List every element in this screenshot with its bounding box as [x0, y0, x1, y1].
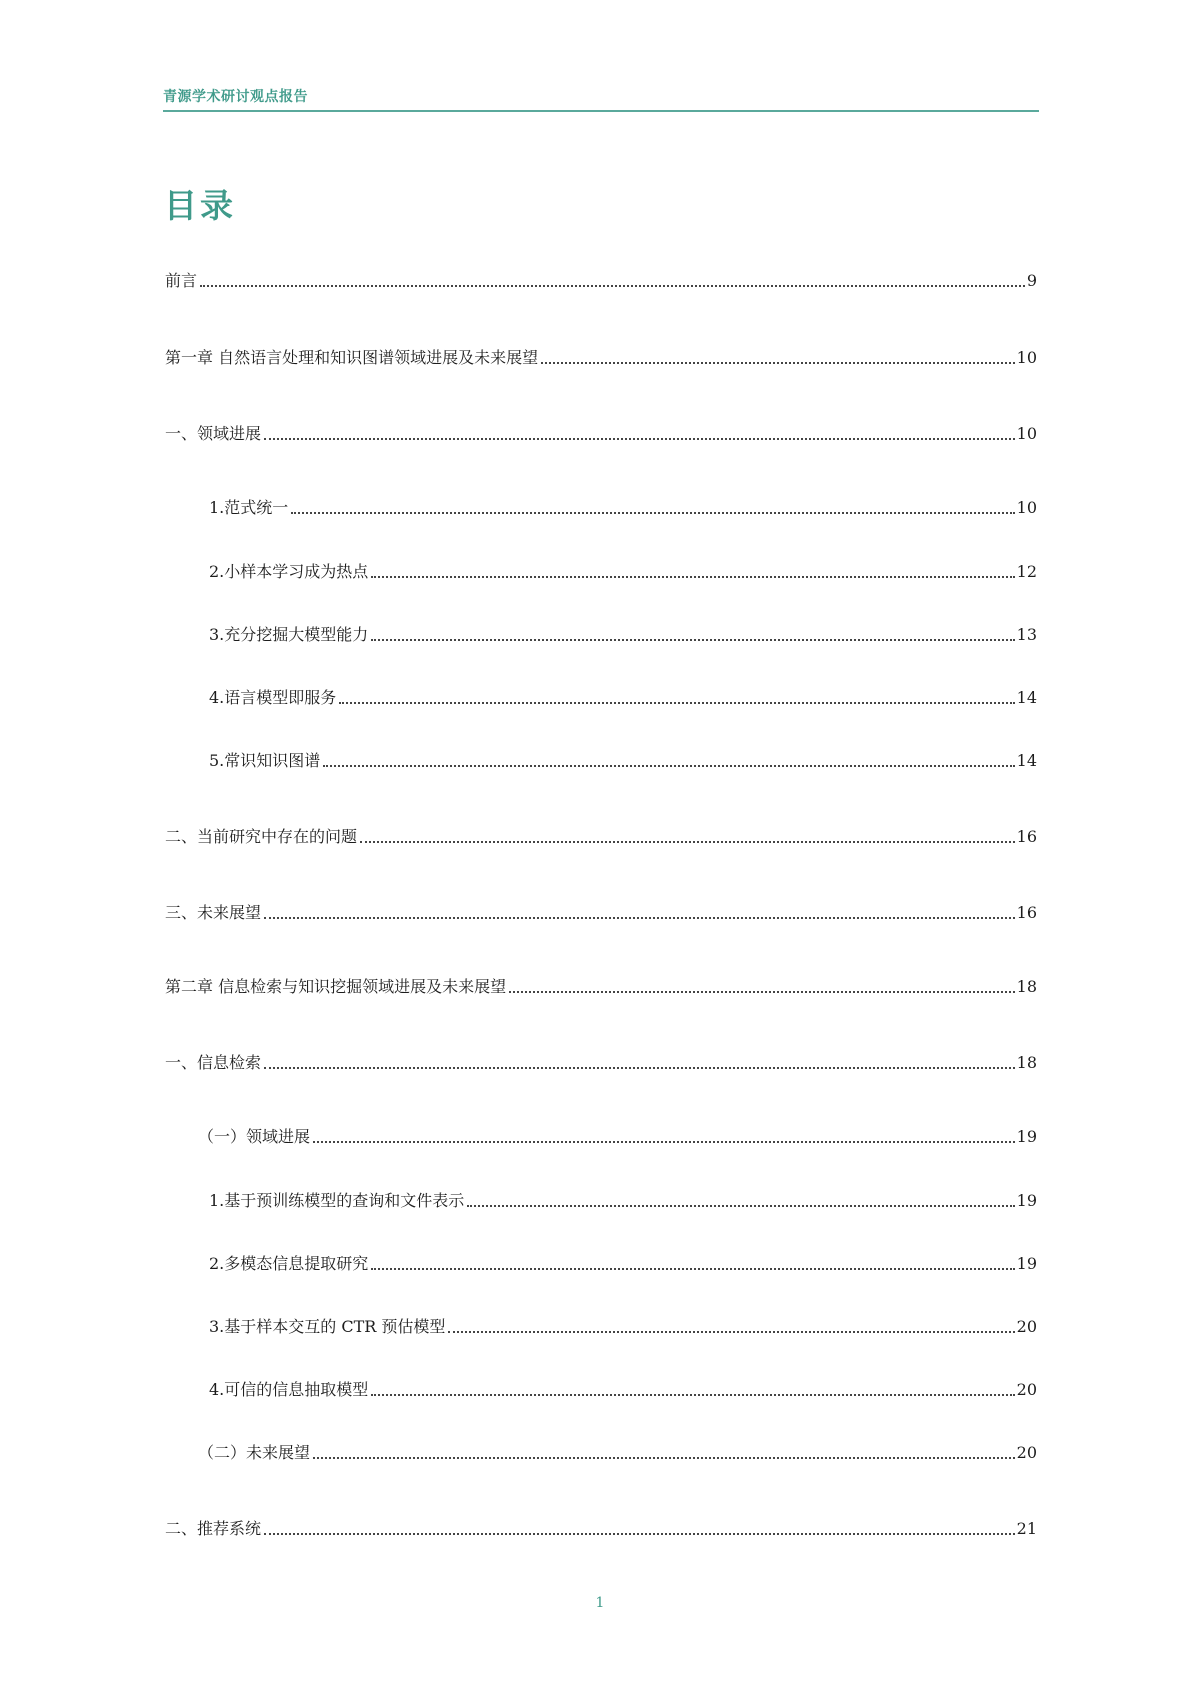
page-number: 1	[595, 1595, 605, 1611]
toc-entry-title: 5.常识知识图谱	[209, 751, 321, 770]
dot-leader	[339, 701, 1014, 704]
toc-entry-page: 14	[1016, 688, 1037, 707]
toc-entry-title: 3.基于样本交互的 CTR 预估模型	[209, 1317, 446, 1336]
toc-entry-title: 二、当前研究中存在的问题	[165, 827, 358, 846]
header-title: 青源学术研讨观点报告	[163, 89, 308, 105]
dot-leader	[200, 284, 1025, 287]
toc-entry-title: 二、推荐系统	[165, 1519, 262, 1538]
dot-leader	[323, 764, 1014, 767]
toc-entry-page: 19	[1016, 1127, 1037, 1146]
toc-entry-page: 16	[1016, 903, 1037, 922]
toc-entry-page: 18	[1016, 977, 1037, 996]
toc-entry-title: 一、领域进展	[165, 424, 262, 443]
dot-leader	[371, 575, 1014, 578]
toc-entry-title: 4.语言模型即服务	[209, 688, 337, 707]
toc-entry[interactable]	[165, 1440, 1037, 1464]
toc-entry[interactable]	[165, 495, 1037, 519]
dot-leader	[541, 361, 1015, 364]
toc-entry[interactable]	[165, 974, 1037, 998]
toc-entry-page: 20	[1016, 1380, 1037, 1399]
toc-entry-page: 21	[1016, 1519, 1037, 1538]
toc-entry-page: 20	[1016, 1317, 1037, 1336]
toc-entry[interactable]	[165, 748, 1037, 772]
toc-entry-page: 12	[1016, 562, 1037, 581]
dot-leader	[371, 638, 1014, 641]
toc-entry-page: 20	[1016, 1443, 1037, 1462]
dot-leader	[360, 840, 1015, 843]
toc-entry-title: 1.范式统一	[209, 498, 289, 517]
toc-entry-page: 10	[1016, 348, 1037, 367]
toc-entry-title: 2.小样本学习成为热点	[209, 562, 369, 581]
toc-entry-title: 1.基于预训练模型的查询和文件表示	[209, 1191, 465, 1210]
toc-entry[interactable]	[165, 685, 1037, 709]
toc-entry-page: 19	[1016, 1254, 1037, 1273]
toc-entry[interactable]	[165, 1314, 1037, 1338]
toc-entry[interactable]	[165, 900, 1037, 924]
toc-entry-title: 4.可信的信息抽取模型	[209, 1380, 369, 1399]
toc-entry-page: 16	[1016, 827, 1037, 846]
toc-entry-page: 19	[1016, 1191, 1037, 1210]
toc-entry-title: 第一章 自然语言处理和知识图谱领域进展及未来展望	[165, 348, 539, 367]
toc-entry[interactable]	[165, 1377, 1037, 1401]
toc-title: 目录	[164, 186, 236, 225]
dot-leader	[313, 1456, 1015, 1459]
toc-entry[interactable]	[165, 345, 1037, 369]
toc-entry[interactable]	[165, 268, 1037, 292]
dot-leader	[264, 1532, 1015, 1535]
dot-leader	[509, 990, 1015, 993]
dot-leader	[371, 1393, 1014, 1396]
table-of-contents	[165, 0, 1037, 1698]
toc-entry[interactable]	[165, 622, 1037, 646]
dot-leader	[448, 1330, 1014, 1333]
toc-entry-title: （二）未来展望	[198, 1443, 311, 1462]
toc-entry[interactable]	[165, 1188, 1037, 1212]
toc-entry-page: 10	[1016, 498, 1037, 517]
toc-entry[interactable]	[165, 824, 1037, 848]
toc-entry-page: 13	[1016, 625, 1037, 644]
toc-entry-title: （一）领域进展	[198, 1127, 311, 1146]
toc-entry-page: 10	[1016, 424, 1037, 443]
dot-leader	[264, 437, 1015, 440]
toc-entry[interactable]	[165, 1124, 1037, 1148]
dot-leader	[313, 1140, 1015, 1143]
toc-entry-title: 前言	[165, 271, 198, 290]
toc-entry-title: 2.多模态信息提取研究	[209, 1254, 369, 1273]
toc-entry[interactable]	[165, 421, 1037, 445]
toc-entry-page: 18	[1016, 1053, 1037, 1072]
toc-entry[interactable]	[165, 1251, 1037, 1275]
toc-entry[interactable]	[165, 1516, 1037, 1540]
dot-leader	[291, 511, 1014, 514]
dot-leader	[264, 1066, 1015, 1069]
toc-entry-page: 14	[1016, 751, 1037, 770]
toc-entry-title: 一、信息检索	[165, 1053, 262, 1072]
toc-entry-title: 3.充分挖掘大模型能力	[209, 625, 369, 644]
toc-entry-page: 9	[1026, 271, 1037, 290]
toc-entry-title: 第二章 信息检索与知识挖掘领域进展及未来展望	[165, 977, 507, 996]
toc-entry[interactable]	[165, 559, 1037, 583]
dot-leader	[467, 1204, 1014, 1207]
dot-leader	[371, 1267, 1014, 1270]
toc-entry[interactable]	[165, 1050, 1037, 1074]
toc-entry-title: 三、未来展望	[165, 903, 262, 922]
dot-leader	[264, 916, 1015, 919]
